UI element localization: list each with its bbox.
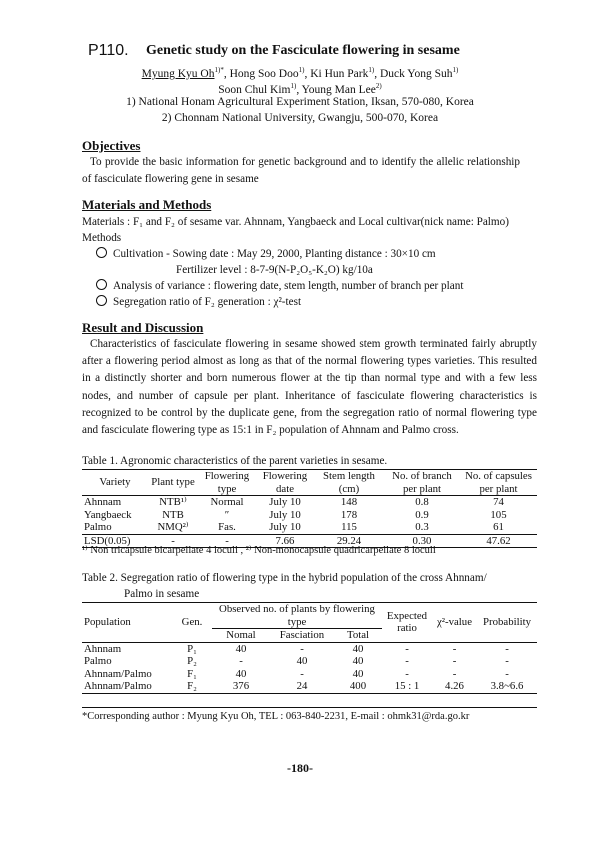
table-row: [82, 668, 537, 681]
table2-header-nomal: Nomal: [226, 629, 256, 641]
table1-cell: July 10: [269, 521, 301, 533]
table2-cell: 40: [352, 655, 364, 667]
results-text: Characteristics of fasciculate flowering in sesame showed stem growth terminated fairly abruptly after a flowering period almost as long as that of the normal flowering types varieties. This resulted in a distinctly shorter and born numerous flower at the tip than normal type and with a few less nodes, and number of capsule per plant. Inheritance of fasciculate flowering characteristics is recognized to be control by the duplicate gene, from the segregation ratio of normal flowering type and fasciculate flowering type as 15:1 in F₂ population of Ahnnam and Palmo cross.: [82, 338, 537, 437]
author-oh: Myung Kyu Oh: [141, 67, 215, 80]
table2-header-prob: Probability: [477, 603, 537, 642]
author-park: , Ki Hun Park: [304, 67, 369, 80]
table2-cell: 24: [296, 680, 308, 692]
table2-cell: 4.26: [445, 680, 464, 692]
table2-header-total: Total: [346, 629, 370, 641]
table1-cell: 61: [493, 521, 504, 533]
table-row: [82, 680, 537, 693]
method-item-cultivation: [96, 246, 436, 262]
table1-cell: 105: [490, 508, 507, 521]
table1-header: No. of branch per plant: [392, 470, 452, 495]
table2-cell: -: [300, 642, 304, 655]
table2-header-expected: Expected ratio: [382, 603, 432, 642]
table1-cell: NTB: [162, 508, 184, 521]
method-item-segregation: [96, 294, 301, 310]
method-item-segregation-text: Segregation ratio of F₂ generation : χ²-test: [113, 296, 302, 308]
author-suh-sup: 1): [452, 66, 459, 74]
table1-cell: 0.3: [415, 521, 429, 533]
table2-cell: 40: [352, 667, 364, 680]
table1-caption: Table 1. Agronomic characteristics of the parent varieties in sesame.: [82, 455, 388, 467]
affiliation-2: 2) Chonnam National University, Gwangju, 500-070, Korea: [161, 112, 439, 124]
table2-cell: F₂: [187, 680, 197, 692]
table2-cell: -: [505, 642, 509, 655]
author-doo-sup: 1): [298, 66, 305, 74]
table1-cell: ″: [224, 508, 230, 521]
table2-cell: 40: [352, 642, 364, 655]
table1-cell: 74: [493, 496, 504, 508]
table-row: [82, 496, 537, 509]
table1-cell: 148: [340, 496, 358, 508]
method-item-cultivation-text: Cultivation - Sowing date : May 29, 2000, Planting distance : 30×10 cm: [113, 248, 436, 260]
author-kim-sup: 1): [290, 82, 297, 90]
table2-cell: -: [239, 655, 243, 667]
author-lee: , Young Man Lee: [296, 83, 376, 96]
table2-cell: -: [505, 667, 509, 680]
table-row: [82, 521, 537, 534]
page-number: -180-: [287, 761, 313, 775]
table1-cell: LSD(0.05): [84, 534, 131, 547]
table2-cell: F₁: [187, 667, 197, 680]
table2-cell: 376: [232, 680, 250, 692]
methods-heading: Materials and Methods: [82, 197, 212, 212]
table1-cell: 0.30: [412, 534, 432, 547]
table2-cell: -: [405, 667, 409, 680]
materials-text: Materials : F₁ and F₂ of sesame var. Ahnnam, Yangbaeck and Local cultivar(nick name: Palmo): [82, 216, 509, 228]
table1-header: Stem length (cm): [323, 470, 375, 495]
table2-cell: Palmo: [84, 655, 112, 667]
table1-cell: July 10: [269, 508, 301, 521]
table1-cell: 0.9: [415, 508, 429, 521]
table-row: [82, 509, 537, 522]
author-doo: , Hong Soo Doo: [223, 67, 299, 80]
table2-cell: 15 : 1: [394, 680, 420, 692]
author-kim: Soon Chul Kim: [218, 83, 291, 96]
table1-cell: Palmo: [84, 521, 112, 533]
table2-cell: Ahnnam/Palmo: [84, 680, 152, 692]
table2-header-population: Population: [82, 603, 172, 642]
bullet-circle-icon: [96, 279, 107, 290]
methods-label: Methods: [82, 232, 122, 244]
table1: [82, 470, 537, 548]
table1-cell: -: [225, 534, 229, 547]
table2-header-fasciation: Fasciation: [279, 629, 325, 641]
method-item-fertilizer: Fertilizer level : 8-7-9(N-P₂O₅-K₂O) kg/10a: [176, 264, 373, 276]
table2-header-observed: Observed no. of plants by flowering type: [212, 603, 382, 629]
table1-cell: 47.62: [486, 534, 511, 547]
bullet-circle-icon: [96, 295, 107, 306]
table1-cell: Normal: [210, 496, 244, 508]
paper-title: Genetic study on the Fasciculate flowering in sesame: [146, 43, 460, 58]
table2-cell: 40: [235, 667, 247, 680]
affiliation-1: 1) National Honam Agricultural Experiment Station, Iksan, 570-080, Korea: [126, 96, 474, 108]
table1-cell: Fas.: [218, 521, 236, 533]
author-suh: , Duck Yong Suh: [374, 67, 453, 80]
table2-header-row: [82, 603, 537, 629]
table2-caption-2: Palmo in sesame: [124, 588, 200, 600]
table1-cell: 7.66: [275, 534, 295, 547]
abstract-code: P110.: [88, 42, 129, 59]
table2-cell: 3.8~6.6: [490, 680, 524, 692]
table2-header-gen: Gen.: [172, 603, 212, 642]
table-row: [82, 642, 537, 655]
table1-cell: Ahnnam: [84, 496, 122, 508]
table1-cell: NTB¹⁾: [159, 496, 187, 508]
objectives-heading: Objectives: [82, 138, 141, 153]
footer-rule: [82, 707, 537, 708]
table2-cell: 400: [349, 680, 367, 692]
author-lee-sup: 2): [375, 82, 382, 90]
table1-cell: 0.8: [415, 496, 429, 508]
author-oh-sup: 1)*: [214, 66, 224, 74]
table2-header-chi: χ²-value: [432, 603, 477, 642]
method-item-anova-text: Analysis of variance : flowering date, stem length, number of branch per plant: [113, 280, 464, 292]
author-park-sup: 1): [368, 66, 375, 74]
table1-cell: Yangbaeck: [84, 508, 132, 521]
table1-cell: 115: [341, 521, 357, 533]
table1-header-row: [82, 470, 537, 496]
table-row: [82, 655, 537, 668]
corresponding-author: *Corresponding author : Myung Kyu Oh, TEL : 063-840-2231, E-mail : ohmk31@rda.go.kr: [82, 711, 470, 722]
table1-cell: NMQ²⁾: [157, 521, 189, 533]
table2-cell: P₁: [187, 642, 197, 655]
table1-header: Flowering date: [262, 470, 308, 495]
table2-cell: -: [452, 655, 457, 667]
table1-header: Variety: [99, 476, 131, 489]
table2-cell: -: [405, 642, 409, 655]
method-item-anova: [96, 278, 463, 294]
table2-cell: Ahnnam: [84, 642, 122, 655]
table1-cell: 178: [340, 508, 358, 521]
table2-cell: -: [300, 667, 304, 680]
table2-cell: 40: [235, 642, 247, 655]
table1-cell: -: [171, 534, 175, 547]
table1-cell: July 10: [269, 496, 301, 508]
table2-cell: -: [505, 655, 509, 667]
table2-cell: Ahnnam/Palmo: [84, 667, 152, 680]
table1-header: Plant type: [151, 476, 195, 489]
table1-footnote: ¹⁾ Non tricapsule bicarpellate 4 loculi , ²⁾ Non-monocapsule quadricarpellate 8 loculi: [82, 545, 436, 556]
table2-cell: -: [452, 642, 457, 655]
table2-cell: -: [452, 667, 457, 680]
table2-caption-1: Table 2. Segregation ratio of flowering type in the hybrid population of the cross Ahnnam/: [82, 572, 487, 584]
bullet-circle-icon: [96, 247, 107, 258]
table2: [82, 603, 537, 694]
table2-cell: P₂: [187, 655, 197, 667]
results-heading: Result and Discussion: [82, 320, 204, 335]
table1-header: No. of capsules per plant: [465, 470, 532, 495]
objectives-text: To provide the basic information for genetic background and to identify the allelic relationship of fasciculate flowering gene in sesame: [82, 156, 520, 186]
table1-header: Flowering type: [204, 470, 250, 495]
table2-cell: -: [405, 655, 409, 667]
table1-cell: 29.24: [336, 534, 362, 547]
table2-cell: 40: [296, 655, 308, 667]
